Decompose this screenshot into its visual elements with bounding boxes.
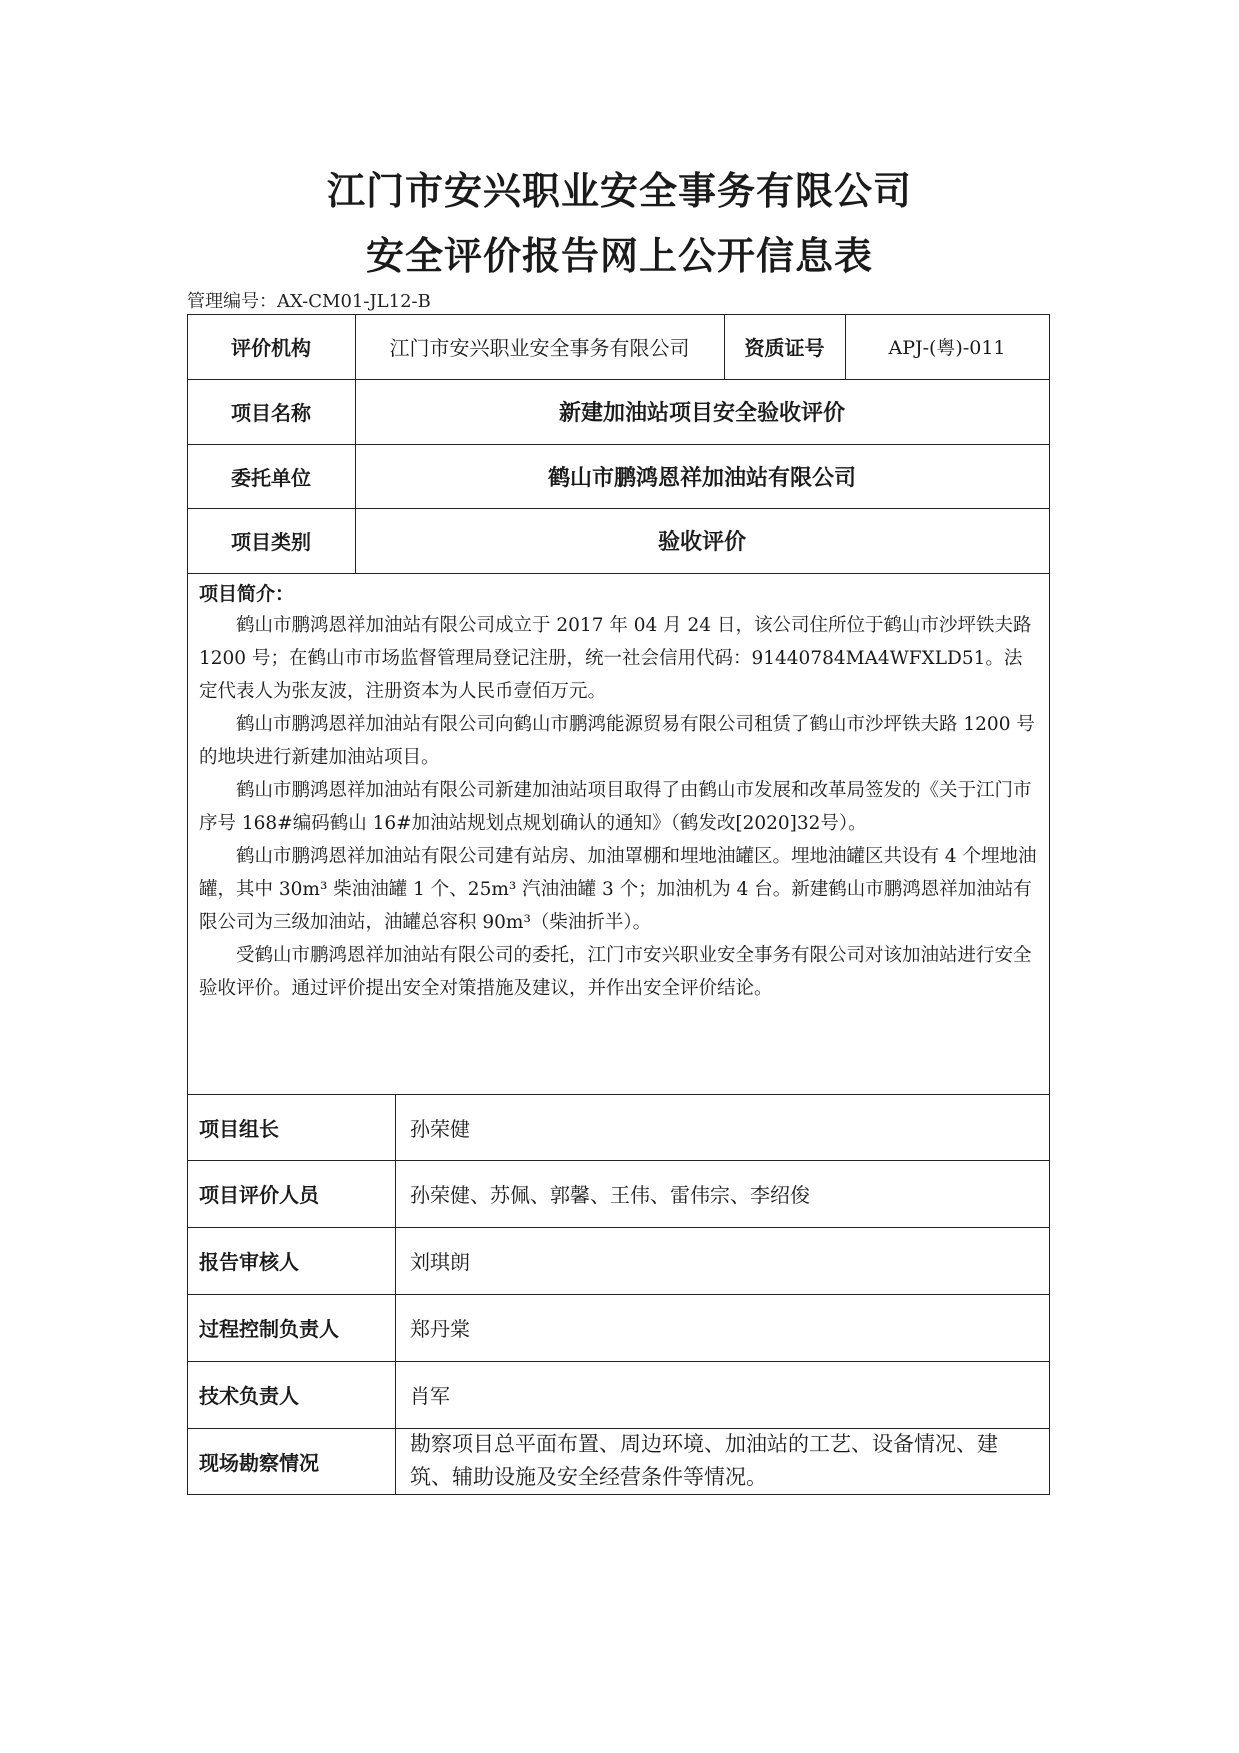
tech-lead-value: 肖军: [410, 1384, 450, 1408]
project-intro-section: [187, 573, 1049, 1094]
project-name-label: 项目名称: [231, 401, 311, 425]
process-control-value: 郑丹棠: [410, 1317, 470, 1341]
process-control-label: 过程控制负责人: [199, 1317, 339, 1341]
document-title: 江门市安兴职业安全事务有限公司: [326, 169, 912, 213]
cert-value: APJ-(粤)-011: [888, 337, 1006, 359]
client-value: 鹤山市鹏鸿恩祥加油站有限公司: [547, 465, 856, 491]
leader-value: 孙荣健: [410, 1116, 470, 1141]
intro-paragraph: 鹤山市鹏鸿恩祥加油站有限公司建有站房、加油罩棚和埋地油罐区。埋地油罐区共设有 4 个埋地油罐，其中 30m³ 柴油油罐 1 个、25m³ 汽油油罐 3 个；加油机为 4 台。新建鹤山市鹏鸿恩祥加油站有限公司为三级加油站，油罐总容积 90m³（柴油折半）。: [199, 846, 1037, 933]
evaluators-value: 孙荣健、苏佩、郭馨、王伟、雷伟宗、李绍俊: [410, 1183, 810, 1207]
cert-label: 资质证号: [744, 336, 825, 360]
document-subtitle: 安全评价报告网上公开信息表: [365, 234, 873, 278]
reviewer-label: 报告审核人: [199, 1250, 299, 1274]
category-value: 验收评价: [657, 530, 746, 555]
eval-org-value: 江门市安兴职业安全事务有限公司: [389, 336, 690, 360]
intro-paragraph: 鹤山市鹏鸿恩祥加油站有限公司新建加油站项目取得了由鹤山市发展和改革局签发的《关于江门市序号 168#编码鹤山 16#加油站规划点规划确认的通知》（鹤发改[2020]32号）。: [199, 780, 1032, 834]
site-survey-value: 勘察项目总平面布置、周边环境、加油站的工艺、设备情况、建筑、辅助设施及安全经营条件等情况。: [410, 1432, 998, 1489]
intro-paragraph: 受鹤山市鹏鸿恩祥加油站有限公司的委托，江门市安兴职业安全事务有限公司对该加油站进行安全验收评价。通过评价提出安全对策措施及建议，并作出安全评价结论。: [199, 945, 1032, 999]
intro-paragraph: 鹤山市鹏鸿恩祥加油站有限公司成立于 2017 年 04 月 24 日，该公司住所位于鹤山市沙坪铁夫路 1200 号；在鹤山市市场监督管理局登记注册，统一社会信用代码：91440784MA4WFXLD51。法定代表人为张友波，注册资本为人民币壹佰万元。: [199, 615, 1032, 702]
eval-org-label: 评价机构: [231, 336, 311, 360]
reviewer-value: 刘琪朗: [410, 1250, 470, 1274]
client-label: 委托单位: [231, 465, 311, 490]
evaluators-label: 项目评价人员: [199, 1183, 319, 1207]
intro-text: [199, 609, 1039, 1005]
tech-lead-label: 技术负责人: [199, 1384, 299, 1408]
project-name-value: 新建加油站项目安全验收评价: [558, 401, 845, 426]
info-table: [187, 314, 1050, 1495]
leader-label: 项目组长: [199, 1116, 279, 1141]
intro-paragraph: 鹤山市鹏鸿恩祥加油站有限公司向鹤山市鹏鸿能源贸易有限公司租赁了鹤山市沙坪铁夫路 1200 号的地块进行新建加油站项目。: [199, 714, 1035, 768]
category-label: 项目类别: [231, 530, 311, 554]
site-survey-label: 现场勘察情况: [199, 1450, 319, 1475]
intro-title: 项目简介：: [199, 583, 295, 605]
management-number: 管理编号：AX-CM01-JL12-B: [187, 291, 431, 312]
